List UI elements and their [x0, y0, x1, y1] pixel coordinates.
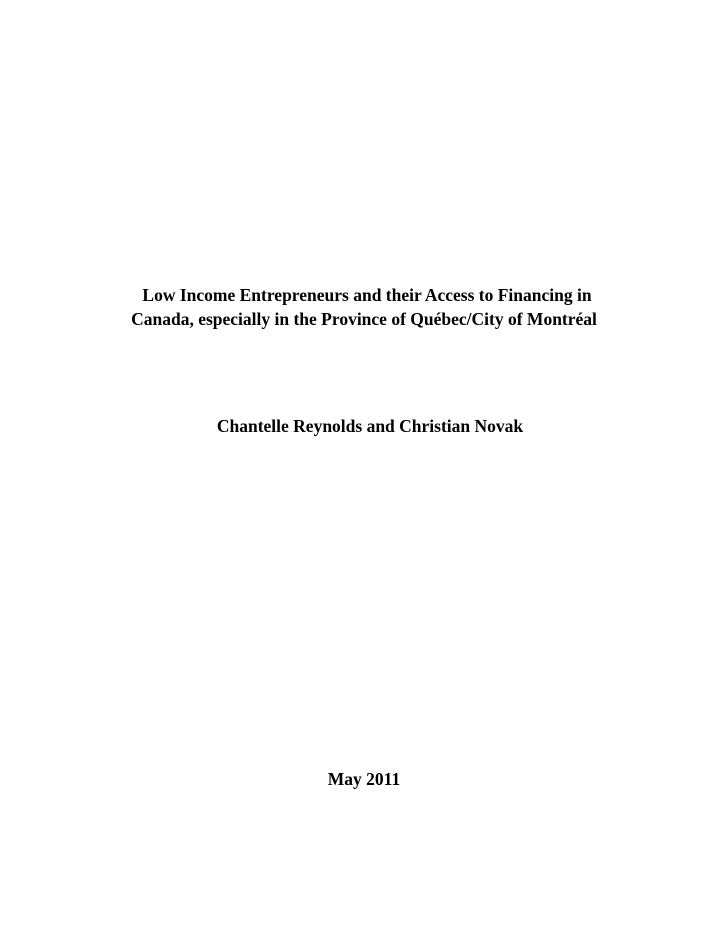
title-line-1: Low Income Entrepreneurs and their Access to Financing in: [142, 285, 592, 305]
title-line-2: Canada, especially in the Province of Québec/City of Montréal: [131, 309, 597, 329]
authors: Chantelle Reynolds and Christian Novak: [216, 416, 524, 436]
publication-date: May 2011: [327, 769, 401, 789]
document-title: [0, 283, 728, 331]
